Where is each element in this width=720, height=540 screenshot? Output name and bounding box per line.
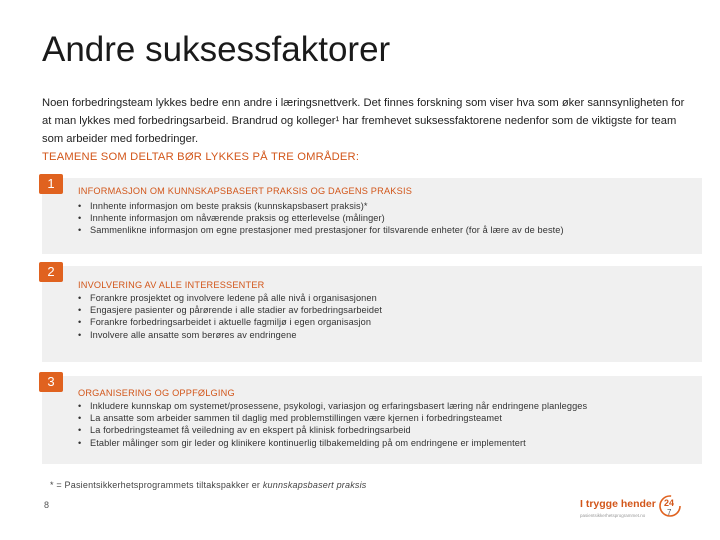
- logo-number: 24: [664, 498, 675, 508]
- brand-logo: [580, 498, 690, 524]
- list-item: • Engasjere pasienter og pårørende i alle stadier av forbedringsarbeidet: [78, 305, 382, 316]
- slide-title: Andre suksessfaktorer: [42, 30, 391, 69]
- step-number-badge: 2: [39, 262, 63, 282]
- list-item: • Forankre forbedringsarbeidet i aktuelle fagmiljø i egen organisasjon: [78, 317, 372, 328]
- bullet-list: [78, 200, 564, 237]
- bullet-list: [78, 292, 382, 341]
- list-item: • Involvere alle ansatte som berøres av endringene: [78, 329, 297, 340]
- logo-text: I trygge hender: [580, 498, 656, 510]
- page-number: 8: [44, 500, 50, 510]
- list-item: • Forankre prosjektet og involvere ledene på alle nivå i organisasjonen: [78, 293, 377, 303]
- list-item: • Inkludere kunnskap om systemet/prosessene, psykologi, variasjon og erfaringsbasert læring når endringene planlegges: [78, 401, 588, 411]
- bullet-list: [78, 400, 587, 449]
- section-heading: TEAMENE SOM DELTAR BØR LYKKES PÅ TRE OMRÅDER:: [42, 151, 360, 163]
- success-area-title: INVOLVERING AV ALLE INTERESSENTER: [78, 280, 265, 290]
- list-item: • La ansatte som arbeider sammen til daglig med problemstillingen være kjernen i forbedringsteamet: [78, 413, 503, 424]
- step-number-badge: 3: [39, 372, 63, 392]
- list-item: • Innhente informasjon om beste praksis (kunnskapsbasert praksis)*: [78, 201, 368, 211]
- step-number-badge: 1: [39, 174, 63, 194]
- success-area-title: INFORMASJON OM KUNNSKAPSBASERT PRAKSIS OG DAGENS PRAKSIS: [78, 186, 413, 196]
- list-item: • Etabler målinger som gir leder og klinikere kontinuerlig tilbakemelding på om endringene er implementert: [78, 437, 526, 448]
- footnote: * = Pasientsikkerhetsprogrammets tiltakspakker er kunnskapsbasert praksis: [50, 480, 367, 490]
- logo-number-small: 7: [667, 508, 672, 517]
- intro-paragraph: Noen forbedringsteam lykkes bedre enn andre i læringsnettverk. Det finnes forskning som viser hva som øker sannsynligheten for at man lykkes med forbedringsarbeid. Brandrud og kolleger¹ har fremhevet suksessfaktorene nedenfor som de viktigste for team som arbeider med forbedringer.: [42, 97, 685, 145]
- logo-subtext: pasientsikkerhetsprogrammet.no: [580, 513, 646, 518]
- success-area-3: [42, 376, 702, 464]
- list-item: • Innhente informasjon om nåværende praksis og etterlevelse (målinger): [78, 213, 385, 224]
- list-item: • Sammenlikne informasjon om egne prestasjoner med prestasjoner for tilsvarende enheter (for å lære av de beste): [78, 225, 564, 236]
- list-item: • La forbedringsteamet få veiledning av en ekspert på klinisk forbedringsarbeid: [78, 425, 411, 436]
- success-area-2: [42, 266, 702, 362]
- success-area-title: ORGANISERING OG OPPFØLGING: [78, 388, 235, 398]
- success-area-1: [42, 178, 702, 254]
